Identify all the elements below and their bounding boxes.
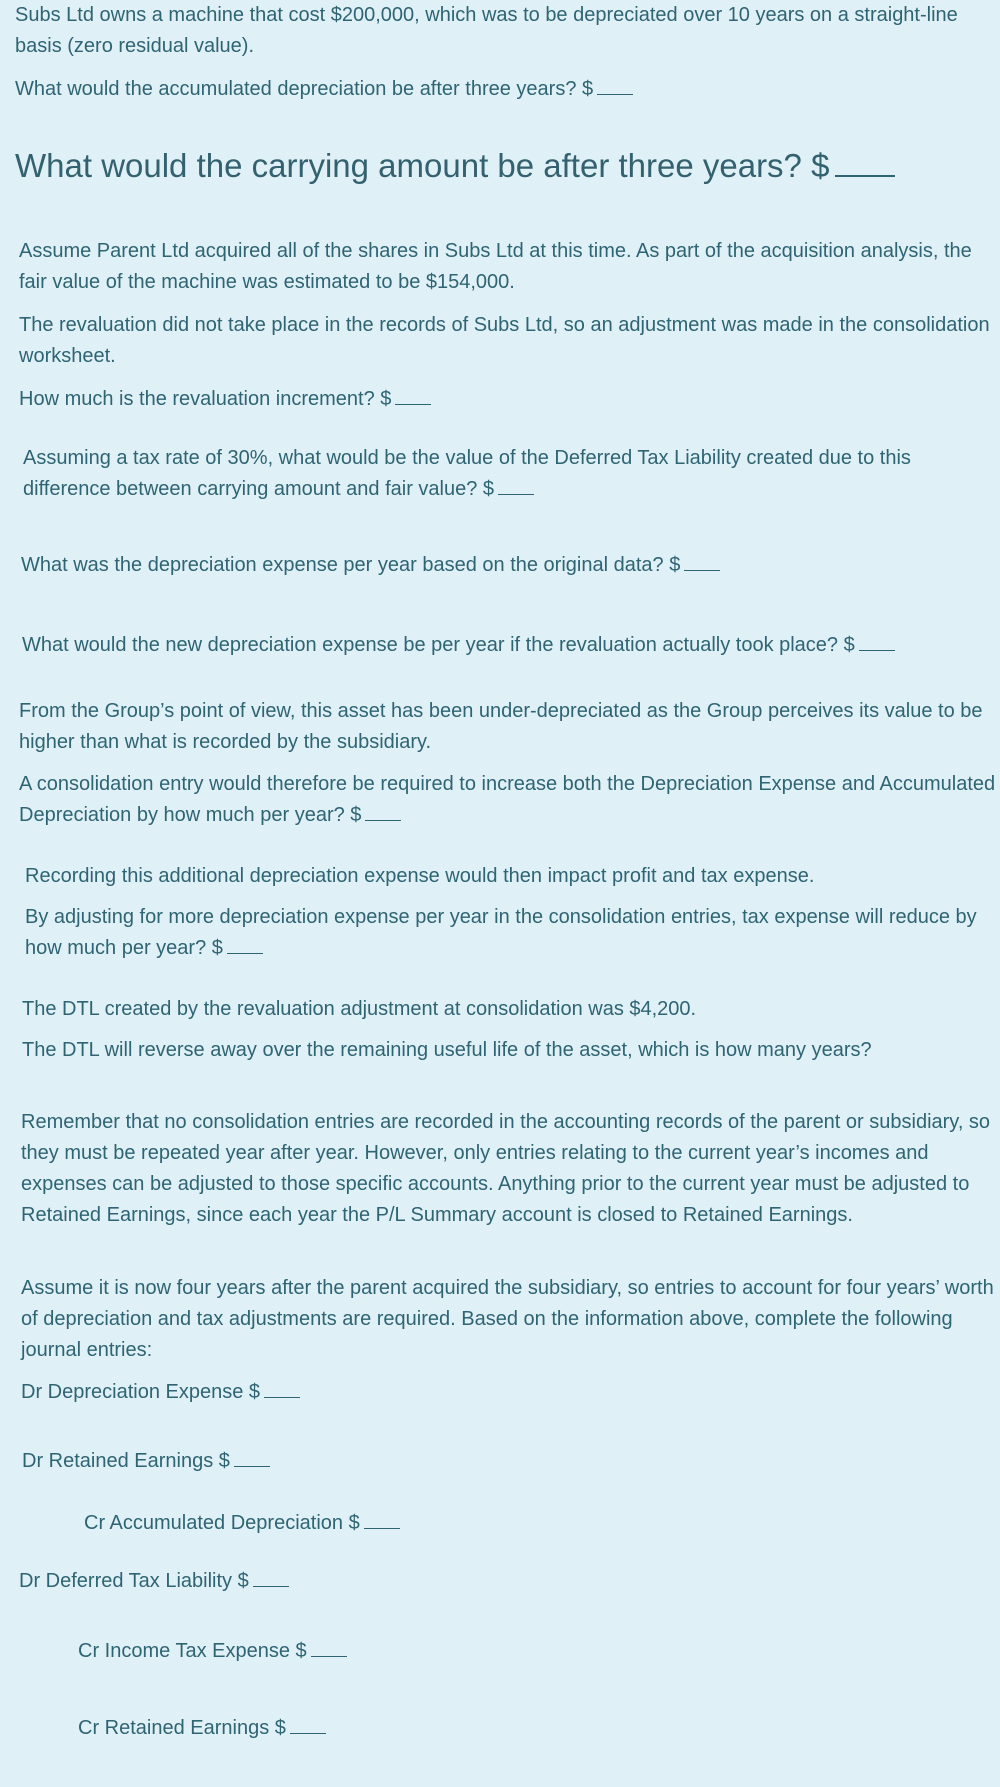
- question-tax-reduction: By adjusting for more depreciation expense per year in the consolidation entries, tax expense will reduce by how much per year? $: [25, 906, 977, 959]
- answer-blank[interactable]: [290, 1715, 326, 1734]
- question-reversal-years: The DTL will reverse away over the remaining useful life of the asset, which is how many years?: [22, 1039, 872, 1061]
- assume-paragraph: Assume it is now four years after the parent acquired the subsidiary, so entries to account for four years’ worth of depreciation and tax adjustments are required. Based on the information above, complete the following journal entries:: [21, 1277, 994, 1361]
- question-deferred-tax-liability: Assuming a tax rate of 30%, what would be the value of the Deferred Tax Liability created due to this difference between carrying amount and fair value? $: [23, 447, 911, 500]
- answer-blank[interactable]: [227, 935, 263, 954]
- question-carrying-amount: What would the carrying amount be after three years? $: [15, 146, 995, 186]
- question-revaluation-increment: How much is the revaluation increment? $: [19, 384, 999, 415]
- journal-cr-accumulated-depreciation: Cr Accumulated Depreciation $: [84, 1508, 1000, 1539]
- answer-blank[interactable]: [253, 1568, 289, 1587]
- group-view-paragraph: From the Group’s point of view, this asset has been under-depreciated as the Group perceives its value to be higher than what is recorded by the subsidiary.: [19, 700, 983, 753]
- recording-paragraph: Recording this additional depreciation expense would then impact profit and tax expense.: [25, 865, 815, 887]
- question-accumulated-depreciation: What would the accumulated depreciation be after three years? $: [15, 74, 995, 105]
- question-new-depreciation: What would the new depreciation expense be per year if the revaluation actually took place? $: [22, 630, 1000, 661]
- journal-dr-retained-earnings: Dr Retained Earnings $: [22, 1446, 1000, 1477]
- question-original-depreciation: What was the depreciation expense per year based on the original data? $: [21, 550, 1000, 581]
- journal-cr-income-tax-expense: Cr Income Tax Expense $: [78, 1636, 1000, 1667]
- answer-blank[interactable]: [395, 386, 431, 405]
- answer-blank[interactable]: [859, 632, 895, 651]
- answer-blank[interactable]: [498, 476, 534, 495]
- answer-blank[interactable]: [835, 149, 895, 177]
- answer-blank[interactable]: [311, 1638, 347, 1657]
- dtl-paragraph: The DTL created by the revaluation adjustment at consolidation was $4,200.: [22, 998, 697, 1020]
- answer-blank[interactable]: [365, 802, 401, 821]
- intro-paragraph: Subs Ltd owns a machine that cost $200,000, which was to be depreciated over 10 years on a straight-line basis (zero residual value).: [15, 4, 958, 57]
- journal-dr-deferred-tax-liability: Dr Deferred Tax Liability $: [19, 1566, 999, 1597]
- question-consolidation-increase: A consolidation entry would therefore be required to increase both the Depreciation Expense and Accumulated Depreciation by how much per year? $: [19, 773, 996, 826]
- answer-blank[interactable]: [597, 76, 633, 95]
- answer-blank[interactable]: [234, 1448, 270, 1467]
- journal-dr-depreciation-expense: Dr Depreciation Expense $: [21, 1377, 1000, 1408]
- acquisition-paragraph: Assume Parent Ltd acquired all of the shares in Subs Ltd at this time. As part of the acquisition analysis, the fair value of the machine was estimated to be $154,000.: [19, 240, 972, 293]
- journal-cr-retained-earnings: Cr Retained Earnings $: [78, 1713, 1000, 1744]
- revaluation-paragraph: The revaluation did not take place in the records of Subs Ltd, so an adjustment was made in the consolidation worksheet.: [19, 314, 990, 367]
- answer-blank[interactable]: [264, 1379, 300, 1398]
- answer-blank[interactable]: [364, 1510, 400, 1529]
- remember-paragraph: Remember that no consolidation entries are recorded in the accounting records of the parent or subsidiary, so they must be repeated year after year. However, only entries relating to the current year’s incomes and expenses can be adjusted to those specific accounts. Anything prior to the current year must be adjusted to Retained Earnings, since each year the P/L Summary account is closed to Retained Earnings.: [21, 1111, 991, 1226]
- answer-blank[interactable]: [684, 552, 720, 571]
